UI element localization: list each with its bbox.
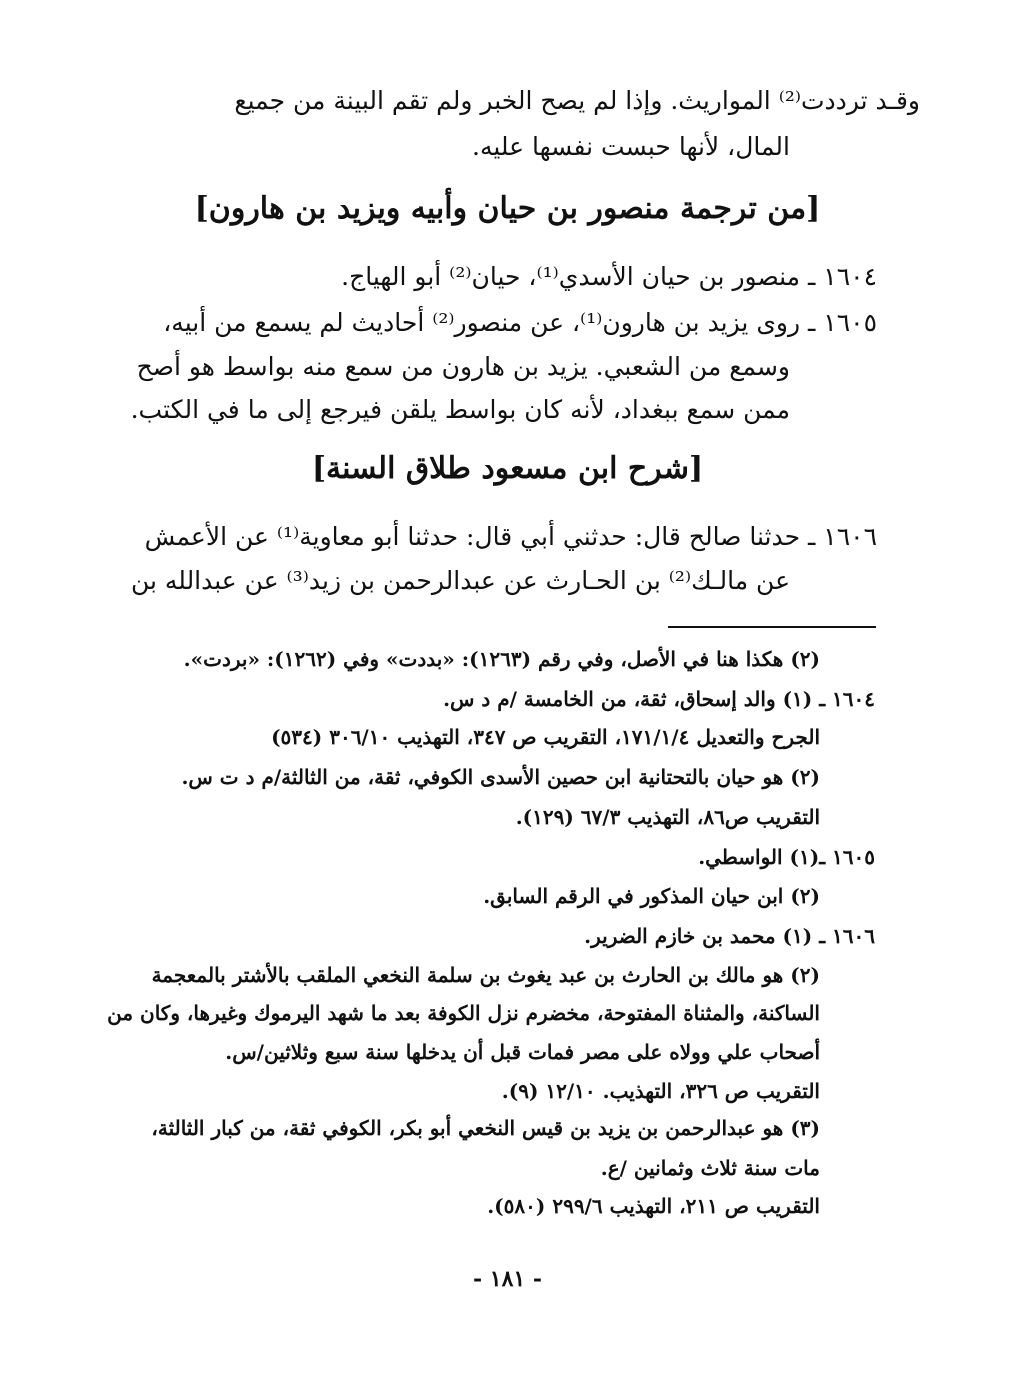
footnote-line: التقريب ص ٣٢٦، التهذيب. ١٢/١٠ (٩).: [501, 1079, 820, 1103]
footnote-line: الجرح والتعديل ١٧١/١/٤، التقريب ص ٣٤٧، التهذيب ٣٠٦/١٠ (٥٣٤): [271, 725, 820, 749]
footnote-line: (٢) هو مالك بن الحارث بن عبد يغوث بن سلمة النخعي الملقب بالأشتر بالمعجمة: [151, 963, 820, 987]
entry-1604: ١٦٠٤ ـ منصور بن حيان الأسدي⁽¹⁾، حيان⁽²⁾ أبو الهياج.: [341, 262, 877, 291]
footnote-line: التقريب ص٨٦، التهذيب ٦٧/٣ (١٢٩).: [515, 805, 820, 829]
footnote-line: ١٦٠٦ ـ (١) محمد بن خازم الضرير.: [584, 924, 875, 948]
footnote-line: مات سنة ثلاث وثمانين /ع.: [600, 1156, 820, 1180]
footnote-line: ١٦٠٤ ـ (١) والد إسحاق، ثقة، من الخامسة /م د س.: [443, 687, 875, 711]
footnote-line: ١٦٠٥ ـ(١) الواسطي.: [698, 845, 875, 869]
footnote-line: (٣) هو عبدالرحمن بن يزيد بن قيس النخعي أبو بكر، الكوفي ثقة، من كبار الثالثة،: [151, 1116, 820, 1140]
entry-1606-line-2: عن مالـك⁽²⁾ بن الحـارث عن عبدالرحمن بن زيد⁽³⁾ عن عبدالله بن: [130, 566, 790, 595]
section-heading-1: [من ترجمة منصور بن حيان وأبيه ويزيد بن هارون]: [194, 191, 821, 226]
intro-line-2: المال، لأنها حبست نفسها عليه.: [472, 132, 790, 161]
footnote-line: (٢) هو حيان بالتحتانية ابن حصين الأسدى الكوفي، ثقة، من الثالثة/م د ت س.: [181, 765, 820, 789]
footnote-line: (٢) هكذا هنا في الأصل، وفي رقم (١٢٦٣): «بددت» وفي (١٢٦٢): «بردت».: [183, 647, 820, 671]
entry-1605-line-1: ١٦٠٥ ـ روى يزيد بن هارون⁽¹⁾، عن منصور⁽²⁾ أحاديث لم يسمع من أبيه،: [163, 308, 877, 337]
footnote-line: التقريب ص ٢١١، التهذيب ٢٩٩/٦ (٥٨٠).: [487, 1194, 820, 1218]
intro-line-1: وقـد ترددت⁽²⁾ المواريث. وإذا لم يصح الخبر ولم تقم البينة من جميع: [234, 86, 920, 115]
footnote-line: (٢) ابن حيان المذكور في الرقم السابق.: [483, 884, 820, 908]
footnote-line: أصحاب علي وولاه على مصر فمات قبل أن يدخلها سنة سبع وثلاثين/س.: [225, 1040, 820, 1064]
entry-1605-line-3: ممن سمع ببغداد، لأنه كان بواسط يلقن فيرجع إلى ما في الكتب.: [130, 395, 790, 424]
footnote-separator: [668, 626, 876, 628]
footnote-line: الساكنة، والمثناة المفتوحة، مخضرم نزل الكوفة بعد ما شهد اليرموك وغيرها، وكان من: [107, 1001, 820, 1025]
entry-1606-line-1: ١٦٠٦ ـ حدثنا صالح قال: حدثني أبي قال: حدثنا أبو معاوية⁽¹⁾ عن الأعمش: [144, 522, 877, 551]
entry-1605-line-2: وسمع من الشعبي. يزيد بن هارون من سمع منه بواسط هو أصح: [136, 352, 790, 381]
page-number: - ١٨١ -: [472, 1266, 543, 1292]
section-heading-2: [شرح ابن مسعود طلاق السنة]: [311, 451, 704, 486]
